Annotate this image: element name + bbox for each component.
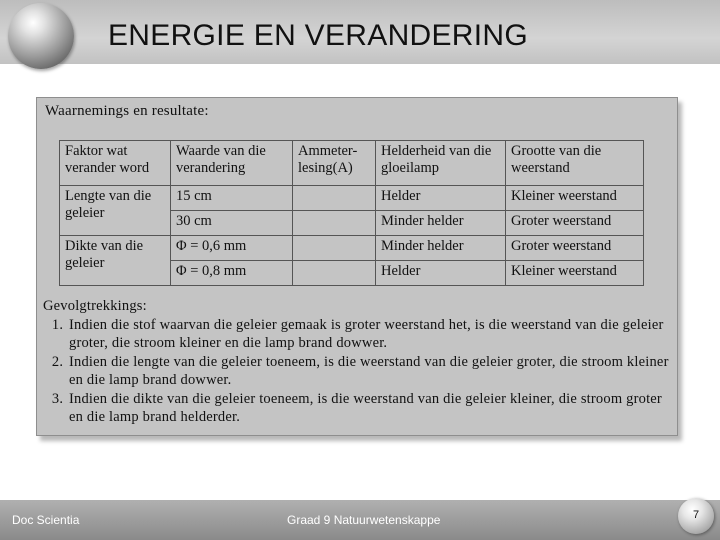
- resistance-cell: Kleiner weerstand: [506, 186, 644, 211]
- ammeter-cell: [293, 186, 376, 211]
- conclusions-heading: Gevolgtrekkings:: [43, 298, 147, 314]
- value-cell: Φ = 0,8 mm: [171, 261, 293, 286]
- table-row: [60, 236, 644, 261]
- header-cell: Grootte van die weerstand: [506, 141, 644, 186]
- list-item: 3. Indien die dikte van die geleier toeneem, is die weerstand van die geleier kleiner, die stroom groter en die lamp brand helderder.: [67, 390, 673, 427]
- header-cell: Ammeter-lesing(A): [293, 141, 376, 186]
- brightness-cell: Helder: [376, 186, 506, 211]
- conclusions-list: [43, 316, 673, 427]
- results-table: [59, 140, 644, 286]
- brightness-cell: Minder helder: [376, 211, 506, 236]
- list-item: 1. Indien die stof waarvan die geleier gemaak is groter weerstand het, is die weerstand van die geleier groter, die stroom kleiner en die lamp brand dowwer.: [67, 316, 673, 353]
- resistance-cell: Groter weerstand: [506, 211, 644, 236]
- intro-text: Waarnemings en resultate:: [45, 103, 209, 119]
- ammeter-cell: [293, 211, 376, 236]
- brightness-cell: Helder: [376, 261, 506, 286]
- list-item: 2. Indien die lengte van die geleier toeneem, is die weerstand van die geleier groter, die stroom kleiner en die lamp brand dowwer.: [67, 353, 673, 390]
- ammeter-cell: [293, 261, 376, 286]
- table-row: [60, 186, 644, 211]
- ammeter-cell: [293, 236, 376, 261]
- page-number-badge: 7: [678, 498, 714, 534]
- header-cell: Waarde van die verandering: [171, 141, 293, 186]
- decorative-orb: [8, 3, 74, 69]
- factor-cell: Lengte van die geleier: [60, 186, 171, 236]
- conclusions-block: [43, 297, 673, 427]
- table-header-row: [60, 141, 644, 186]
- slide-title: ENERGIE EN VERANDERING: [108, 19, 529, 52]
- footer-brand: Doc Scientia: [12, 513, 80, 527]
- brightness-cell: Minder helder: [376, 236, 506, 261]
- value-cell: Φ = 0,6 mm: [171, 236, 293, 261]
- content-box: [36, 97, 678, 436]
- value-cell: 15 cm: [171, 186, 293, 211]
- value-cell: 30 cm: [171, 211, 293, 236]
- header-cell: Helderheid van die gloeilamp: [376, 141, 506, 186]
- footer-course: Graad 9 Natuurwetenskappe: [287, 513, 441, 527]
- factor-cell: Dikte van die geleier: [60, 236, 171, 286]
- resistance-cell: Groter weerstand: [506, 236, 644, 261]
- header-cell: Faktor wat verander word: [60, 141, 171, 186]
- resistance-cell: Kleiner weerstand: [506, 261, 644, 286]
